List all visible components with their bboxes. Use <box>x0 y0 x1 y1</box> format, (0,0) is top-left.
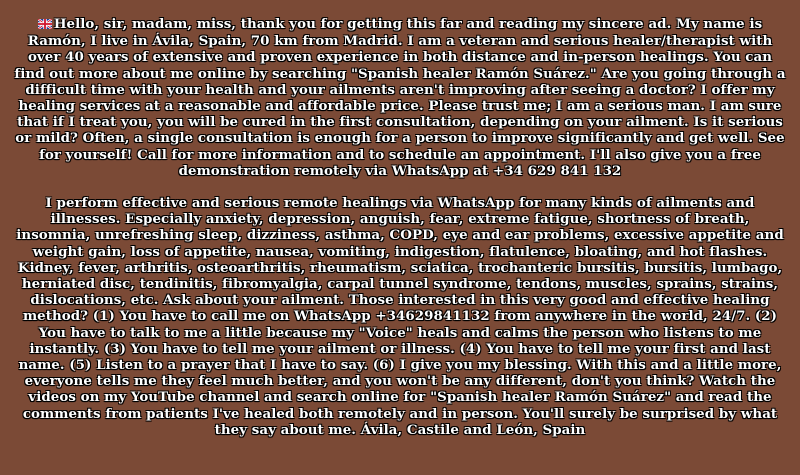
ad-paragraph-services: I perform effective and serious remote healings via WhatsApp for many kinds of ailments and illnesses. Especially anxiety, depression, anguish, fear, extreme fatigue, shortness of breath, insomnia, unrefreshing sleep, dizziness, asthma, COPD, eye and ear problems, excessive appetite and weight gain, loss of appetite, nausea, vomiting, indigestion, flatulence, bloating, and hot flashes. Kidney, fever, arthritis, osteoarthritis, rheumatism, sciatica, trochanteric bursitis, bursitis, lumbago, herniated disc, tendinitis, fibromyalgia, carpal tunnel syndrome, tendons, muscles, sprains, strains, dislocations, etc. Ask about your ailment. Those interested in this very good and effective healing method? (1) You have to call me on WhatsApp +34629841132 from anywhere in the world, 24/7. (2) You have to talk to me a little because my "Voice" heals and calms the person who listens to me instantly. (3) You have to tell me your ailment or illness. (4) You have to tell me your first and last name. (5) Listen to a prayer that I have to say. (6) I give you my blessing. With this and a little more, everyone tells me they feel much better, and you won't be any different, don't you think? Watch the videos on my YouTube channel and search online for "Spanish healer Ramón Suárez" and read the comments from patients I've healed both remotely and in person. You'll surely be surprised by what they say about me. Ávila, Castile and León, Spain <box>16 195 784 438</box>
uk-flag-icon <box>38 17 52 33</box>
ad-paragraph-intro <box>14 16 786 179</box>
ad-paragraph-intro-text: Hello, sir, madam, miss, thank you for getting this far and reading my sincere ad. My name is Ramón, I live in Ávila, Spain, 70 km from Madrid. I am a veteran and serious healer/therapist with over 40 years of extensive and proven experience in both distance and in-person healings. You can find out more about me online by searching "Spanish healer Ramón Suárez." Are you going through a difficult time with your health and your ailments aren't improving after seeing a doctor? I offer my healing services at a reasonable and affordable price. Please trust me; I am a serious man. I am sure that if I treat you, you will be cured in the first consultation, depending on your ailment. Is it serious or mild? Often, a single consultation is enough for a person to improve significantly and get well. See for yourself! Call for more information and to schedule an appointment. I'll also give you a free demonstration remotely via WhatsApp at +34 629 841 132 <box>14 16 786 179</box>
